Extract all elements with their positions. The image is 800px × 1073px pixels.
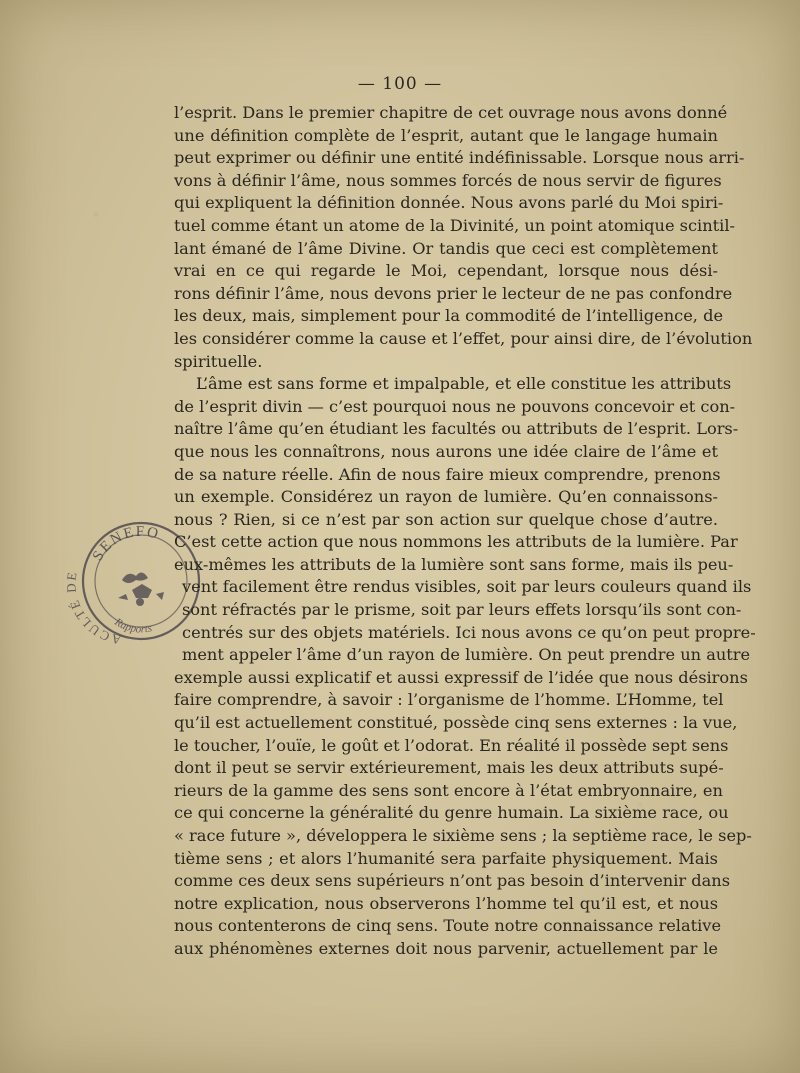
text-line: notre explication, nous observerons l’homme tel qu’il est, et nous [174, 893, 718, 913]
text-line: vons à définir l’âme, nous sommes forcés de nous servir de figures [174, 170, 722, 190]
text-line: rons définir l’âme, nous devons prier le lecteur de ne pas confondre [174, 283, 733, 303]
text-line: un exemple. Considérez un rayon de lumière. Qu’en connaissons- [174, 487, 718, 507]
text-line: spirituelle. [174, 351, 263, 371]
text-line: ce qui concerne la généralité du genre humain. La sixième race, ou [174, 803, 729, 823]
text-line: lant émané de l’âme Divine. Or tandis que ceci est complètement [174, 238, 718, 258]
text-line: le toucher, l’ouïe, le goût et l’odorat. En réalité il possède sept sens [174, 735, 729, 755]
svg-text:SENEFO [90, 524, 162, 564]
text-line: comme ces deux sens supérieurs n’ont pas besoin d’intervenir dans [174, 871, 731, 891]
text-line: naître l’âme qu’en étudiant les facultés ou attributs de l’esprit. Lors- [174, 419, 739, 439]
text-line: nous contenterons de cinq sens. Toute notre connaissance relative [174, 916, 722, 936]
text-line: qu’il est actuellement constitué, possède cinq sens externes : la vue, [174, 713, 738, 733]
text-line: eux-mêmes les attributs de la lumière sont sans forme, mais ils peu- [174, 554, 734, 574]
text-line: une définition complète de l’esprit, autant que le langage humain [174, 125, 718, 145]
text-line: aux phénomènes externes doit nous parvenir, actuellement par le [174, 938, 718, 958]
text-line: tuel comme étant un atome de la Divinité, un point atomique scintil- [174, 215, 735, 235]
page-number: — 100 — [357, 74, 443, 94]
text-line: rieurs de la gamme des sens sont encore à l’état embryonnaire, en [174, 780, 723, 800]
text-line: qui expliquent la définition donnée. Nous avons parlé du Moi spiri- [174, 193, 724, 213]
stamp-emblem [118, 572, 164, 606]
text-line: nous ? Rien, si ce n’est par son action sur quelque chose d’autre. [174, 509, 718, 529]
body-text [174, 102, 756, 961]
svg-text:ACULTÉ DE [63, 569, 122, 647]
text-line: faire comprendre, à savoir : l’organisme de l’homme. L’Homme, tel [174, 690, 724, 710]
text-line: C’est cette action que nous nommons les attributs de la lumière. Par [174, 532, 738, 552]
text-line: vent facilement être rendus visibles, soit par leurs couleurs quand ils [182, 577, 752, 597]
text-line: peut exprimer ou définir une entité indéfinissable. Lorsque nous arri- [174, 148, 745, 168]
text-line: vrai en ce qui regarde le Moi, cependant, lorsque nous dési- [174, 261, 718, 281]
text-line: l’esprit. Dans le premier chapitre de cet ouvrage nous avons donné [174, 103, 728, 122]
text-line: de sa nature réelle. Afin de nous faire mieux comprendre, prenons [174, 464, 721, 484]
text-line: L’âme est sans forme et impalpable, et elle constitue les attributs [196, 374, 732, 394]
text-line: « race future », développera le sixième sens ; la septième race, le sep- [174, 826, 752, 845]
text-line: les deux, mais, simplement pour la commodité de l’intelligence, de [174, 306, 724, 326]
stamp-text-bottom: Rapports [112, 616, 154, 636]
text-line: centrés sur des objets matériels. Ici nous avons ce qu’on peut propre- [182, 622, 756, 642]
text-line: dont il peut se servir extérieurement, mais les deux attributs supé- [174, 758, 724, 778]
text-line: exemple aussi explicatif et aussi expressif de l’idée que nous désirons [174, 667, 748, 687]
text-line: tième sens ; et alors l’humanité sera parfaite physiquement. Mais [174, 848, 718, 868]
text-line: sont réfractés par le prisme, soit par leurs effets lorsqu’ils sont con- [182, 600, 742, 620]
stamp-text-left: ACULTÉ DE [63, 569, 123, 648]
text-line: de l’esprit divin — c’est pourquoi nous ne pouvons concevoir et con- [174, 396, 736, 416]
stamp-text-top: SENEFO [89, 523, 162, 564]
text-line: que nous les connaîtrons, nous aurons une idée claire de l’âme et [174, 441, 718, 461]
text-line: ment appeler l’âme d’un rayon de lumière. On peut prendre un autre [182, 645, 751, 665]
text-line: les considérer comme la cause et l’effet, pour ainsi dire, de l’évolution [174, 328, 753, 348]
